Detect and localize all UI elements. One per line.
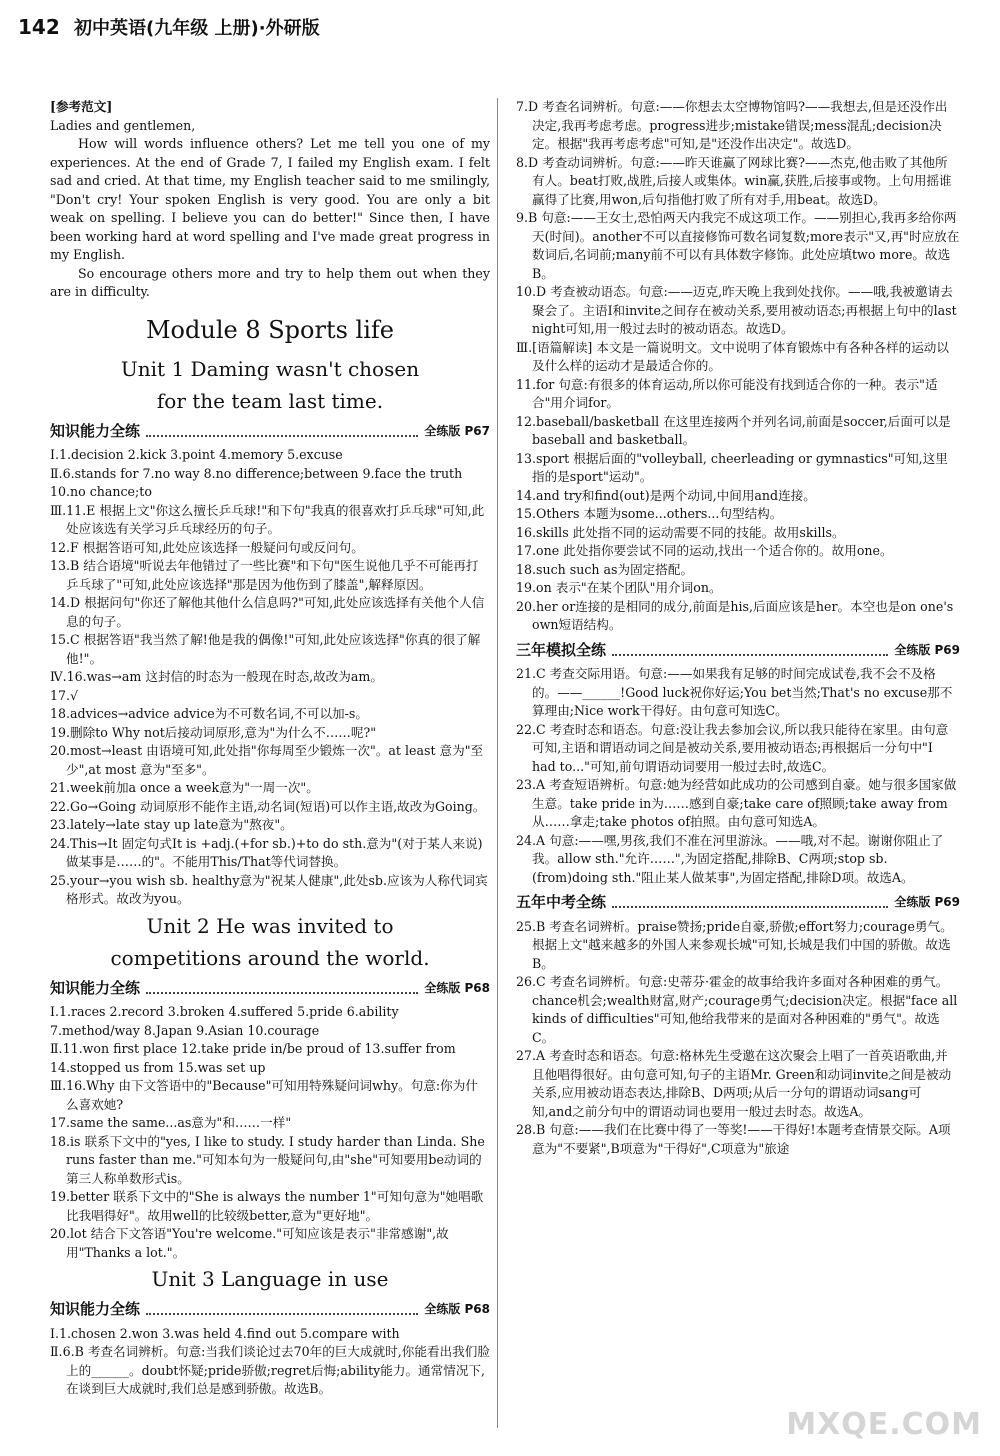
answer-item: 15.Others 本题为some...others...句型结构。	[516, 506, 783, 521]
answer-item: Ⅰ.1.races 2.record 3.broken 4.suffered 5.pride 6.ability	[50, 1004, 399, 1019]
section-page: 全练版 P69	[894, 642, 960, 657]
right-column	[516, 98, 960, 1158]
answer-item: 22.Go→Going 动词原形不能作主语,动名词(短语)可以作主语,故改为Going。	[50, 798, 486, 814]
answer-item: 21.week前加a once a week意为"一周一次"。	[50, 780, 319, 795]
answer-item: 18.such such as为固定搭配。	[516, 561, 694, 577]
answer-item: 18.advices→advice advice为不可数名词,不可以加-s。	[50, 706, 368, 721]
answer-item: 10.no chance;to	[50, 484, 152, 499]
answer-item: 19.better 联系下文中的"She is always the number 1"可知句意为"她唱歌比我唱得好"。故用well的比较级better,意为"更好地"。	[50, 1189, 484, 1223]
answer-item: 15.C 根据答语"我当然了解!他是我的偶像!"可知,此处应该选择"你真的很了解他!"。	[50, 632, 481, 666]
answer-item: 13.B 结合语境"听说去年他错过了一些比赛"和下句"医生说他几乎不可能再打乒乓球了"可知,此处应该选择"那是因为他伤到了膝盖",解释原因。	[50, 558, 479, 592]
answer-item: 9.B 句意:——王女士,恐怕两天内我完不成这项工作。——别担心,我再多给你两天(时间)。another不可以直接修饰可数名词复数;more表示"又,再"时应放在数词后,名词前;many前不可以有具体数字修饰。此处应填two more。故选B。	[516, 210, 960, 281]
unit1-title-line2: for the team last time.	[156, 388, 384, 413]
answer-item: 19.on 表示"在某个团队"用介词on。	[516, 580, 722, 595]
answer-item: Ⅱ.11.won first place 12.take pride in/be proud of 13.suffer from	[50, 1041, 456, 1056]
answer-item: Ⅰ.1.chosen 2.won 3.was held 4.find out 5.compare with	[50, 1325, 400, 1341]
dotted-leader	[146, 1303, 418, 1315]
dotted-leader	[612, 644, 888, 656]
answer-item: 13.sport 根据后面的"volleyball, cheerleading or gymnastics"可知,这里指的是sport"运动"。	[516, 450, 948, 484]
unit2-title-line2: competitions around the world.	[110, 945, 430, 970]
answer-item: 16.skills 此处指不同的运动需要不同的技能。故用skills。	[516, 524, 845, 540]
left-column	[50, 98, 490, 1399]
answer-item: 12.baseball/basketball 在这里连接两个并列名词,前面是soccer,后面可以是baseball and basketball。	[516, 413, 951, 447]
unit1-answers	[50, 446, 490, 909]
answer-item: 8.D 考查动词辨析。句意:——昨天谁赢了网球比赛?——杰克,他击败了其他所有人。beat打败,战胜,后接人或集体。win赢,获胜,后接事或物。上句用摇谁赢得了比赛,用won,后句指他打败了所有对手,用beat。故选D。	[516, 154, 952, 207]
sample-closing: So encourage others more and try to help them out when they are in difficulty.	[50, 265, 490, 299]
section-name: 五年中考全练	[516, 893, 607, 911]
answer-item: 21.C 考查交际用语。句意:——如果我有足够的时间完成试卷,我不会不及格的。——______!Good luck祝你好运;You bet当然;That's no excuse那不算理由;Nice work干得好。由句意可知选C。	[516, 666, 953, 718]
unit2-answers	[50, 1003, 490, 1262]
section-name: 三年模拟全练	[516, 640, 607, 659]
answer-item: Ⅱ.6.B 考查名词辨析。句意:当我们谈论过去70年的巨大成就时,你能看出我们脸上的______。doubt怀疑;pride骄傲;regret后悔;ability能力。通常情况下,在谈到巨大成就时,我们总是感到骄傲。故选B。	[50, 1344, 490, 1396]
answer-item: 14.and try和find(out)是两个动词,中间用and连接。	[516, 487, 816, 503]
answer-item: 18.is 联系下文中的"yes, I like to study. I study harder than Linda. She runs faster than me."可知本句为一般疑问句,由"she"可知要用be动词的第三人称单数形式is。	[50, 1133, 485, 1186]
watermark	[786, 1352, 982, 1442]
dotted-leader	[146, 982, 418, 994]
unit3-section-header	[50, 1300, 490, 1319]
answer-item: 24.A 句意:——嘿,男孩,我们不准在河里游泳。——哦,对不起。谢谢你阻止了我。allow sth."允许……",为固定搭配,排除B、C两项;stop sb.(from)doing sth."阻止某人做某事",为固定搭配,排除D项。故选A。	[516, 832, 944, 885]
section-page: 全练版 P67	[424, 423, 490, 438]
unit2-section-header	[50, 979, 490, 998]
section-page: 全练版 P68	[424, 1302, 490, 1316]
section-name: 知识能力全练	[50, 1300, 141, 1318]
unit3-answers-left	[50, 1325, 490, 1399]
answer-item: 19.删除to Why not后接动词原形,意为"为什么不……呢?"	[50, 724, 377, 740]
section-page: 全练版 P68	[424, 980, 490, 995]
answer-item: 20.her or连接的是相同的成分,前面是his,后面应该是her。本空也是on one's own短语结构。	[516, 598, 954, 632]
answer-item: 7.D 考查名词辨析。句意:——你想去太空博物馆吗?——我想去,但是还没作出决定,我再考虑考虑。progress进步;mistake错误;mess混乱;decision决定。根据"我再考虑考虑"可知,是"还没作出决定"。故选D。	[516, 99, 948, 151]
answer-item: 17.one 此处指你要尝试不同的运动,找出一个适合你的。故用one。	[516, 543, 893, 558]
answer-item: 14.D 根据问句"你还了解他其他什么信息吗?"可知,此处应该选择有关他个人信息的句子。	[50, 595, 485, 629]
unit3-title: Unit 3 Language in use	[151, 1267, 389, 1291]
answer-item: 10.D 考查被动语态。句意:——迈克,昨天晚上我到处找你。——哦,我被邀请去聚会了。主语I和invite之间存在被动关系,要用被动语态;再根据上句中的last night可知,用一般过去时的被动语态。故选D。	[516, 284, 957, 336]
answer-item: 25.your→you wish sb. healthy意为"祝某人健康",此处sb.应该为人称代词宾格形式。故改为you。	[50, 872, 488, 906]
answer-item: 17.same the same...as意为"和……一样"	[50, 1115, 292, 1130]
answer-item: 11.for 句意:有很多的体育运动,所以你可能没有找到适合你的一种。表示"适合"用介词for。	[516, 376, 938, 410]
answer-item: 28.B 句意:——我们在比赛中得了一等奖!——干得好!本题考查情景交际。A项意为"不要紧",B项意为"干得好",C项意为"旅途	[516, 1122, 951, 1156]
sample-greeting: Ladies and gentlemen,	[50, 117, 196, 133]
answer-item: 17.√	[50, 687, 79, 703]
answer-item: 27.A 考查时态和语态。句意:格林先生受邀在这次聚会上唱了一首英语歌曲,并且他唱得很好。由句意可知,句子的主语Mr. Green和动词invite之间是被动关系,应用被动语态表达,排除B、D两项;从后一分句的谓语动词sang可知,and之前分句中的谓语动词也要用一般过去时态。故选A。	[516, 1048, 952, 1119]
answer-item: 14.stopped us from 15.was set up	[50, 1059, 266, 1075]
answer-item: 23.A 考查短语辨析。句意:她为经营如此成功的公司感到自豪。她与很多国家做生意。take pride in为……感到自豪;take care of照顾;take away from从……拿走;take photos of拍照。由句意可知选A。	[516, 777, 957, 829]
unit1-title-line1: Unit 1 Daming wasn't chosen	[120, 356, 420, 381]
module-title: Module 8 Sports life	[145, 315, 394, 344]
section-name: 知识能力全练	[50, 421, 141, 440]
answer-item: 20.lot 结合下文答语"You're welcome."可知应该是表示"非常感谢",故用"Thanks a lot."。	[50, 1226, 449, 1260]
answer-item: Ⅲ.11.E 根据上文"你这么擅长乒乓球!"和下句"我真的很喜欢打乒乓球"可知,此处应该选有关学习乒乓球经历的句子。	[50, 502, 485, 536]
dotted-leader	[146, 425, 418, 437]
watermark-text: MXQE.COM	[786, 1407, 982, 1442]
answer-item: Ⅰ.1.decision 2.kick 3.point 4.memory 5.excuse	[50, 447, 343, 462]
sample-body: How will words influence others? Let me tell you one of my experiences. At the end of Grade 7, I failed my English exam. I felt sad and cried. At that time, my English teacher said to me smilingly, "Don't cry! Your spoken English is very good. You are only a bit weak on spelling. I believe you can do better!" Since then, I have been working hard at word spelling and I've made great progress in my English.	[50, 136, 490, 262]
sample-label: [参考范文]	[50, 99, 113, 114]
answer-item: 7.method/way 8.Japan 9.Asian 10.courage	[50, 1022, 320, 1038]
book-title: 初中英语(九年级 上册)·外研版	[74, 18, 320, 39]
column-divider	[497, 98, 498, 1428]
three-year-section-header	[516, 641, 960, 660]
answer-item: Ⅲ.16.Why 由下文答语中的"Because"可知用特殊疑问词why。句意:你为什么喜欢她?	[50, 1078, 478, 1112]
answer-item: Ⅱ.6.stands for 7.no way 8.no difference;between 9.face the truth	[50, 465, 463, 481]
answer-item: 24.This→It 固定句式It is +adj.(+for sb.)+to do sth.意为"(对于某人来说)做某事是……的"。不能用This/That等代词替换。	[50, 835, 483, 869]
dotted-leader	[612, 896, 888, 908]
page-header	[18, 14, 320, 40]
answer-item: 26.C 考查名词辨析。句意:史蒂芬·霍金的故事给我许多面对各种困难的勇气。chance机会;wealth财富,财产;courage勇气;decision决定。根据"face all kinds of difficulties"可知,他给我带来的是面对各种困难的"勇气"。故选C。	[516, 974, 958, 1045]
unit1-section-header	[50, 422, 490, 441]
answer-item: 22.C 考查时态和语态。句意:没让我去参加会议,所以我只能待在家里。由句意可知,主语和谓语动词之间是被动关系,要用被动语态;再根据后一分句中"I had to..."可知,前句谓语动词要用一般过去时,故选C。	[516, 721, 949, 774]
answer-item: Ⅳ.16.was→am 这封信的时态为一般现在时态,故改为am。	[50, 669, 383, 684]
answer-item: 12.F 根据答语可知,此处应该选择一般疑问句或反问句。	[50, 539, 364, 555]
page-number: 142	[18, 15, 60, 39]
answer-item: 25.B 考查名词辨析。praise赞扬;pride自豪,骄傲;effort努力;courage勇气。根据上文"越来越多的外国人来参观长城"可知,长城是我们中国的骄傲。故选B。	[516, 918, 953, 971]
section-name: 知识能力全练	[50, 978, 141, 997]
unit2-title-line1: Unit 2 He was invited to	[146, 913, 394, 938]
answer-item: 23.lately→late stay up late意为"熬夜"。	[50, 817, 293, 832]
answer-item: Ⅲ.[语篇解读] 本文是一篇说明文。文中说明了体育锻炼中有各种各样的运动以及什么样的运动才是最适合你的。	[516, 339, 949, 373]
answer-item: 20.most→least 由语境可知,此处指"你每周至少锻炼一次"。at least 意为"至少",at most 意为"至多"。	[50, 743, 484, 777]
five-year-section-header	[516, 893, 960, 912]
section-page: 全练版 P69	[894, 895, 960, 909]
